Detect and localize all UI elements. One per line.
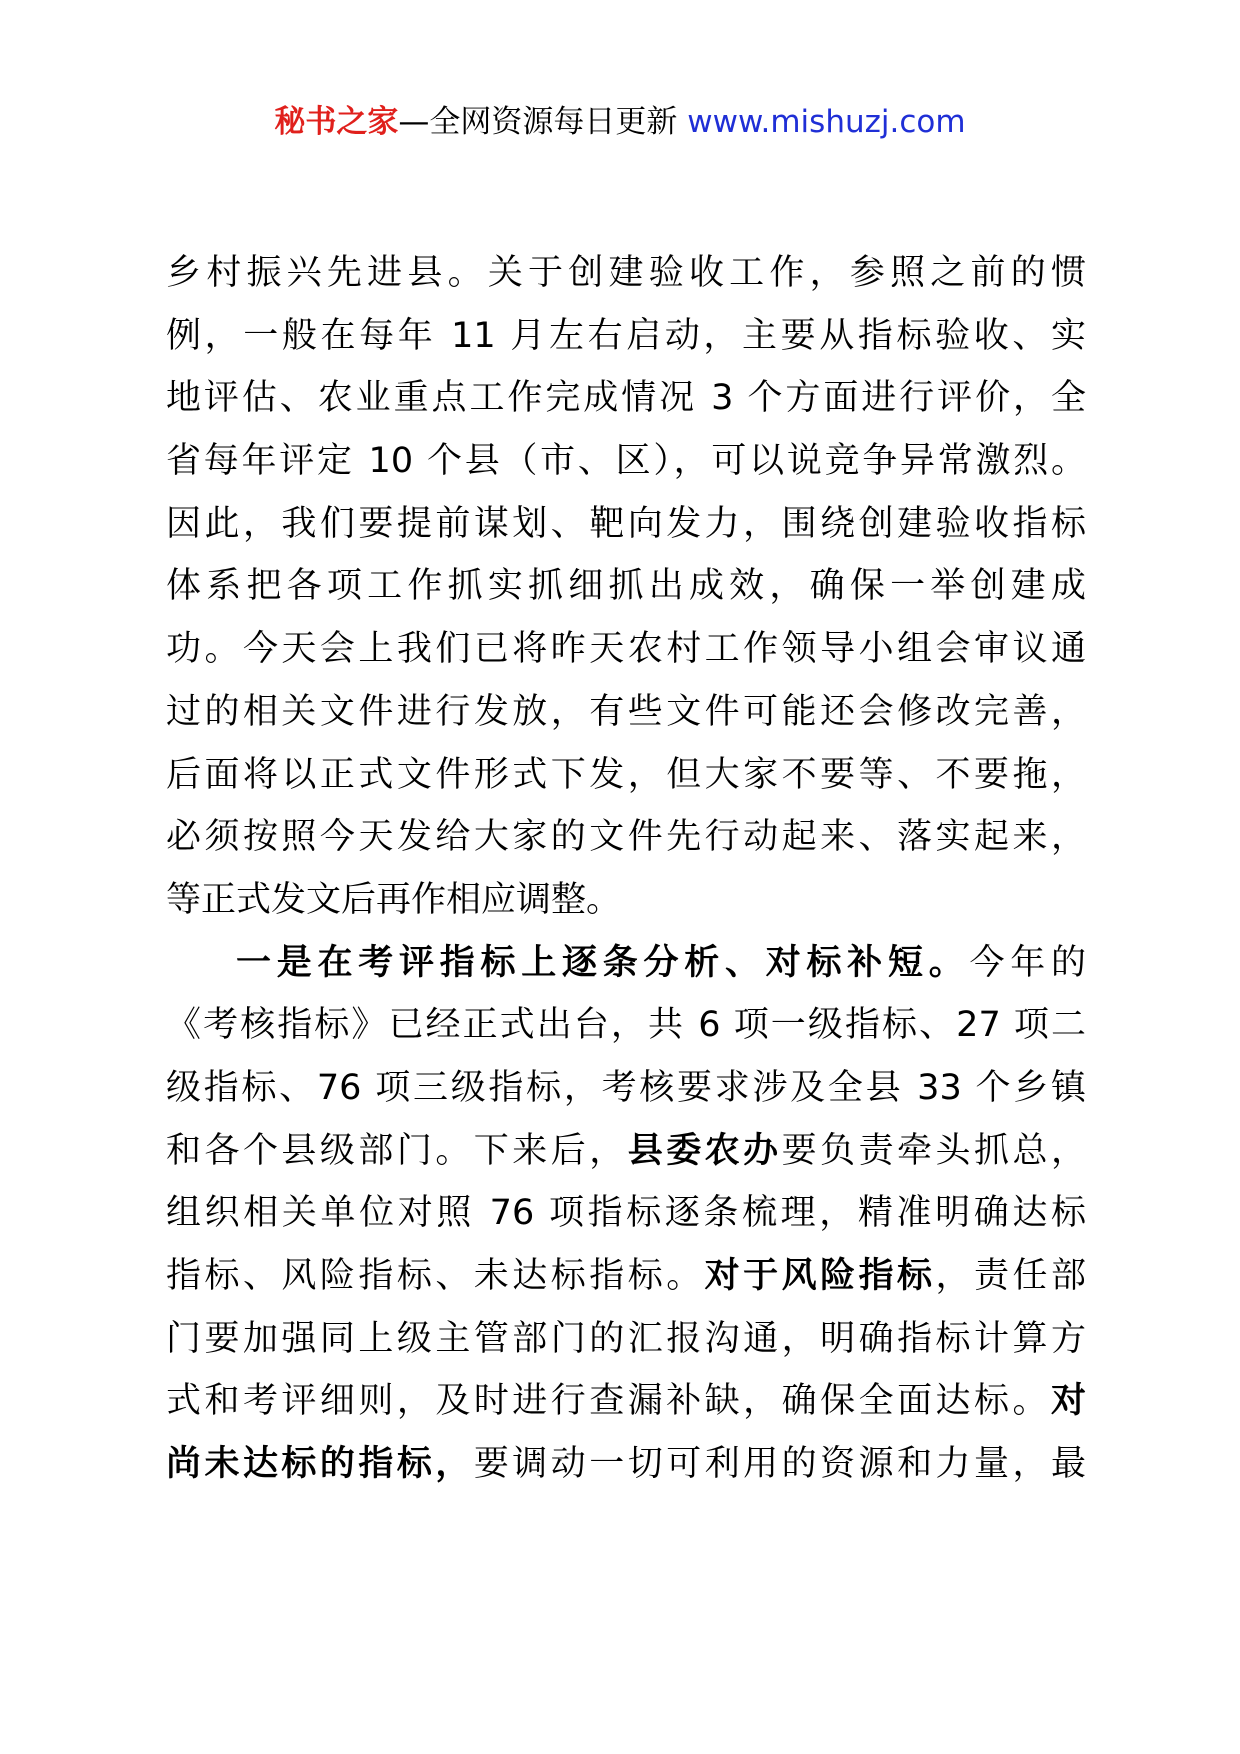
brand-name: 秘书之家 <box>274 104 399 140</box>
body-line: 功。今天会上我们已将昨天农村工作领导小组会审议通 <box>166 629 1086 670</box>
emphasis-text: 县委农办 <box>627 1130 782 1171</box>
body-line: 后面将以正式文件形式下发，但大家不要等、不要拖， <box>166 754 1086 795</box>
body-line: 过的相关文件进行发放，有些文件可能还会修改完善， <box>166 691 1086 732</box>
body-line: 组织相关单位对照 76 项指标逐条梳理，精准明确达标 <box>166 1193 1086 1234</box>
body-line: 省每年评定 10 个县（市、区），可以说竞争异常激烈。 <box>166 441 1086 482</box>
body-line: 体系把各项工作抓实抓细抓出成效，确保一举创建成 <box>166 566 1086 607</box>
body-line <box>166 932 1086 995</box>
body-line: 级指标、76 项三级指标，考核要求涉及全县 33 个乡镇 <box>166 1067 1086 1108</box>
body-line: 例，一般在每年 11 月左右启动，主要从指标验收、实 <box>166 315 1086 356</box>
body-text: 要负责牵头抓总， <box>781 1130 1086 1171</box>
section-heading: 一是在考评指标上逐条分析、对标补短。 <box>236 942 970 983</box>
body-text: 要调动一切可利用的资源和力量，最 <box>473 1444 1086 1485</box>
body-text: 今年的 <box>969 942 1086 983</box>
body-line: 门要加强同上级主管部门的汇报沟通，明确指标计算方 <box>166 1318 1086 1359</box>
body-line: 《考核指标》已经正式出台，共 6 项一级指标、27 项二 <box>166 1005 1086 1046</box>
emphasis-text: 对 <box>1050 1381 1086 1422</box>
body-line <box>166 1370 1086 1433</box>
emphasis-text: 对于风险指标 <box>704 1256 936 1296</box>
body-line <box>166 1245 1086 1308</box>
body-line <box>166 1433 1086 1496</box>
body-line: 乡村振兴先进县。关于创建验收工作，参照之前的惯 <box>166 253 1086 293</box>
body-text: 指标、风险指标、未达标指标。 <box>166 1256 705 1296</box>
body-text: ，责任部 <box>935 1256 1086 1296</box>
body-line: 必须按照今天发给大家的文件先行动起来、落实起来， <box>166 817 1086 858</box>
page-header <box>0 100 1240 144</box>
emphasis-text: 尚未达标的指标， <box>166 1444 474 1485</box>
body-text: 式和考评细则，及时进行查漏补缺，确保全面达标。 <box>166 1381 1051 1422</box>
document-body <box>166 242 1086 1496</box>
body-line: 因此，我们要提前谋划、靶向发力，围绕创建验收指标 <box>166 503 1086 544</box>
header-tagline: —全网资源每日更新 <box>398 104 678 140</box>
body-line: 等正式发文后再作相应调整。 <box>166 879 622 920</box>
body-line <box>166 1120 1086 1183</box>
body-text: 和各个县级部门。下来后， <box>166 1130 628 1171</box>
site-url-link[interactable]: www.mishuzj.com <box>687 104 966 140</box>
body-line: 地评估、农业重点工作完成情况 3 个方面进行评价，全 <box>166 378 1086 419</box>
